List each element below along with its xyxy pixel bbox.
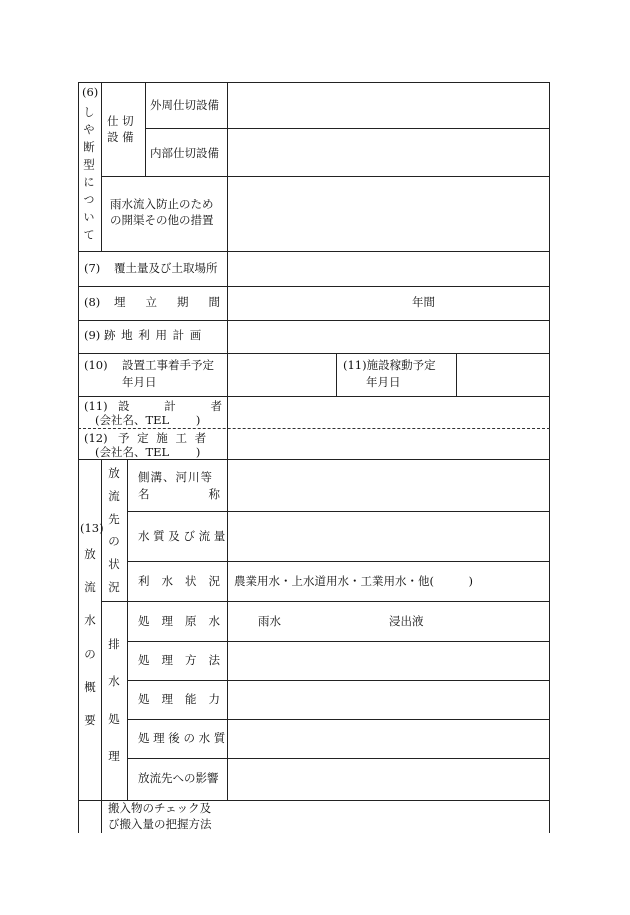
divider (78, 353, 550, 354)
section13-title-char: 流 (84, 579, 96, 594)
divider-vertical (101, 82, 102, 252)
divider-vertical (227, 82, 228, 801)
water-use-value: 農業用水・上水道用水・工業用水・他( ) (234, 574, 473, 588)
divider (78, 286, 550, 287)
divider (127, 561, 550, 562)
discharge-status-char: の (108, 534, 120, 549)
divider (127, 511, 550, 512)
drainage-char: 処 (108, 711, 120, 726)
row11-operation-label-line2: 年月日 (366, 375, 401, 389)
drainage-char: 排 (108, 636, 120, 651)
divider (101, 601, 550, 602)
method-char: 法 (208, 653, 220, 667)
water-use-char: 水 (161, 574, 173, 588)
section13-title-char: の (84, 646, 96, 661)
row12-sub: (会社名、TEL ) (95, 445, 201, 459)
divider-vertical (145, 82, 146, 177)
raw-water-leachate: 浸出液 (389, 614, 424, 628)
table-border-left (78, 82, 79, 833)
method-char: 処 (138, 653, 150, 667)
inner-partition-label: 内部仕切設備 (150, 146, 219, 160)
treatment-method-label (138, 653, 220, 668)
incoming-check-label-line1: 搬入物のチェック及 (108, 801, 212, 815)
discharge-status-label (102, 462, 126, 598)
row11-label-char: 設 (118, 399, 130, 413)
section6-vertical-title: しや断型について (82, 105, 96, 246)
after-treatment-quality-label: 処 理 後 の 水 質 (138, 731, 226, 745)
water-quality-flow-label: 水 質 及 び 流 量 (138, 529, 226, 543)
capacity-char: 理 (161, 692, 173, 706)
divider (78, 320, 550, 321)
capacity-char: 力 (208, 692, 220, 706)
row9-label: 跡 地 利 用 計 画 (104, 328, 203, 342)
partition-label-bottom: 設 備 (107, 130, 134, 144)
raw-water-char: 水 (208, 614, 220, 628)
water-use-char: 況 (208, 574, 220, 588)
row11-label (118, 399, 222, 414)
raw-water-char: 理 (161, 614, 173, 628)
section6-number: (6) (82, 85, 99, 99)
discharge-status-char: 状 (108, 556, 120, 571)
row8-label-char: 間 (208, 295, 220, 309)
section13-title-char: 要 (84, 713, 96, 728)
discharge-status-char: 流 (108, 488, 120, 503)
water-use-char: 状 (185, 574, 197, 588)
partition-label-top: 仕 切 (107, 114, 134, 128)
drainage-char: 水 (108, 674, 120, 689)
ditch-label-line1: 側溝、河川等 (138, 470, 213, 484)
divider (127, 680, 550, 681)
row11-number: (11) (84, 399, 108, 413)
divider-vertical (456, 353, 457, 397)
rainwater-label-line2: の開渠その他の措置 (110, 213, 214, 227)
row10-number: (10) (84, 358, 108, 372)
outer-partition-label: 外周仕切設備 (150, 98, 219, 112)
table-border-right (549, 82, 550, 833)
dashed-divider (78, 428, 550, 429)
row12-number: (12) (84, 431, 108, 445)
discharge-status-char: 放 (108, 466, 120, 481)
section13-title-char: 放 (84, 546, 96, 561)
rainwater-label-line1: 雨水流入防止のため (110, 197, 214, 211)
row8-label (114, 295, 220, 310)
table-border-top (78, 82, 550, 83)
ditch-label-char: 名 (138, 487, 150, 501)
row8-label-char: 埋 (114, 295, 126, 309)
row11-sub: (会社名、TEL ) (95, 413, 201, 427)
discharge-impact-label: 放流先への影響 (138, 771, 219, 785)
row12-label: 予 定 施 工 者 (118, 431, 209, 445)
row8-number: (8) (84, 295, 101, 309)
divider (101, 176, 550, 177)
row8-label-char: 期 (177, 295, 189, 309)
row10-label-line1: 設置工事着手予定 (122, 358, 214, 372)
row11-operation-label-line1: (11)施設稼動予定 (343, 358, 436, 372)
section13-number: (13) (80, 521, 104, 535)
divider (78, 396, 550, 397)
method-char: 理 (161, 653, 173, 667)
divider (127, 758, 550, 759)
capacity-char: 能 (185, 692, 197, 706)
divider-vertical (127, 459, 128, 801)
raw-water-char: 処 (138, 614, 150, 628)
section13-vertical-title (80, 537, 100, 737)
ditch-label-line2 (138, 487, 220, 502)
row8-label-char: 立 (145, 295, 157, 309)
water-use-label (138, 574, 220, 589)
section13-title-char: 概 (84, 679, 96, 694)
divider (145, 128, 550, 129)
water-use-char: 利 (138, 574, 150, 588)
divider (127, 641, 550, 642)
raw-water-rain: 雨水 (258, 614, 281, 628)
row7-number: (7) (84, 261, 101, 275)
discharge-status-char: 先 (108, 511, 120, 526)
raw-water-label (138, 614, 220, 629)
drainage-treatment-label (102, 625, 126, 775)
discharge-status-char: 況 (108, 579, 120, 594)
raw-water-char: 原 (185, 614, 197, 628)
incoming-check-label-line2: び搬入量の把握方法 (108, 817, 212, 831)
drainage-char: 理 (108, 749, 120, 764)
divider (127, 719, 550, 720)
divider-vertical (336, 353, 337, 397)
treatment-capacity-label (138, 692, 220, 707)
row9-number: (9) (84, 328, 101, 342)
method-char: 方 (185, 653, 197, 667)
row7-label: 覆土量及び土取場所 (114, 261, 218, 275)
divider (78, 251, 550, 252)
capacity-char: 処 (138, 692, 150, 706)
ditch-label-char: 称 (208, 487, 220, 501)
row11-label-char: 者 (210, 399, 222, 413)
section13-title-char: 水 (84, 613, 96, 628)
row10-label-line2: 年月日 (122, 375, 157, 389)
row11-label-char: 計 (164, 399, 176, 413)
landfill-period-value: 年間 (412, 295, 435, 309)
divider-vertical (101, 800, 102, 833)
